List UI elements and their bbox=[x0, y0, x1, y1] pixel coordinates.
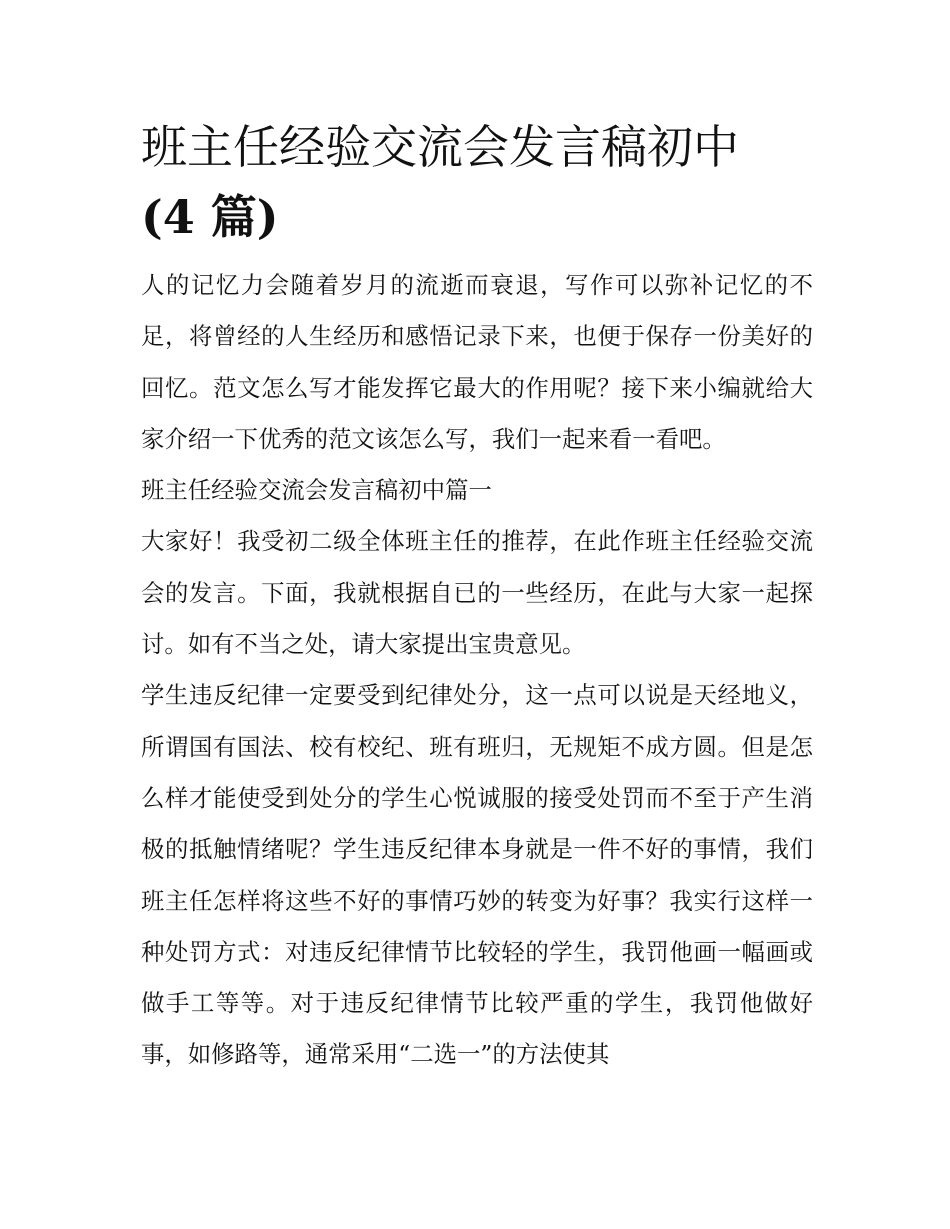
title-line-1: 班主任经验交流会发言稿初中 bbox=[141, 120, 739, 174]
document-body bbox=[141, 260, 813, 1081]
title-line-2: (4 篇) bbox=[141, 190, 279, 244]
body-paragraph: 大家好！我受初二级全体班主任的推荐，在此作班主任经验交流会的发言。下面，我就根据自已的一些经历，在此与大家一起探讨。如有不当之处，请大家提出宝贵意见。 bbox=[141, 527, 813, 659]
intro-paragraph: 人的记忆力会随着岁月的流逝而衰退，写作可以弥补记忆的不足，将曾经的人生经历和感悟记录下来，也便于保存一份美好的回忆。范文怎么写才能发挥它最大的作用呢？接下来小编就给大家介绍一下优秀的范文该怎么写，我们一起来看一看吧。 bbox=[141, 271, 813, 453]
body-paragraph: 学生违反纪律一定要受到纪律处分，这一点可以说是天经地义，所谓国有国法、校有校纪、班有班归，无规矩不成方圆。但是怎么样才能使受到处分的学生心悦诚服的接受处罚而不至于产生消极的抵触情绪呢？学生违反纪律本身就是一件不好的事情，我们班主任怎样将这些不好的事情巧妙的转变为好事？我实行这样一种处罚方式：对违反纪律情节比较轻的学生，我罚他画一幅画或做手工等等。对于违反纪律情节比较严重的学生，我罚他做好事，如修路等，通常采用“二选一”的方法使其 bbox=[141, 681, 813, 1069]
document-title bbox=[141, 112, 813, 252]
document-content bbox=[141, 112, 813, 1081]
section-heading: 班主任经验交流会发言稿初中篇一 bbox=[141, 476, 492, 505]
